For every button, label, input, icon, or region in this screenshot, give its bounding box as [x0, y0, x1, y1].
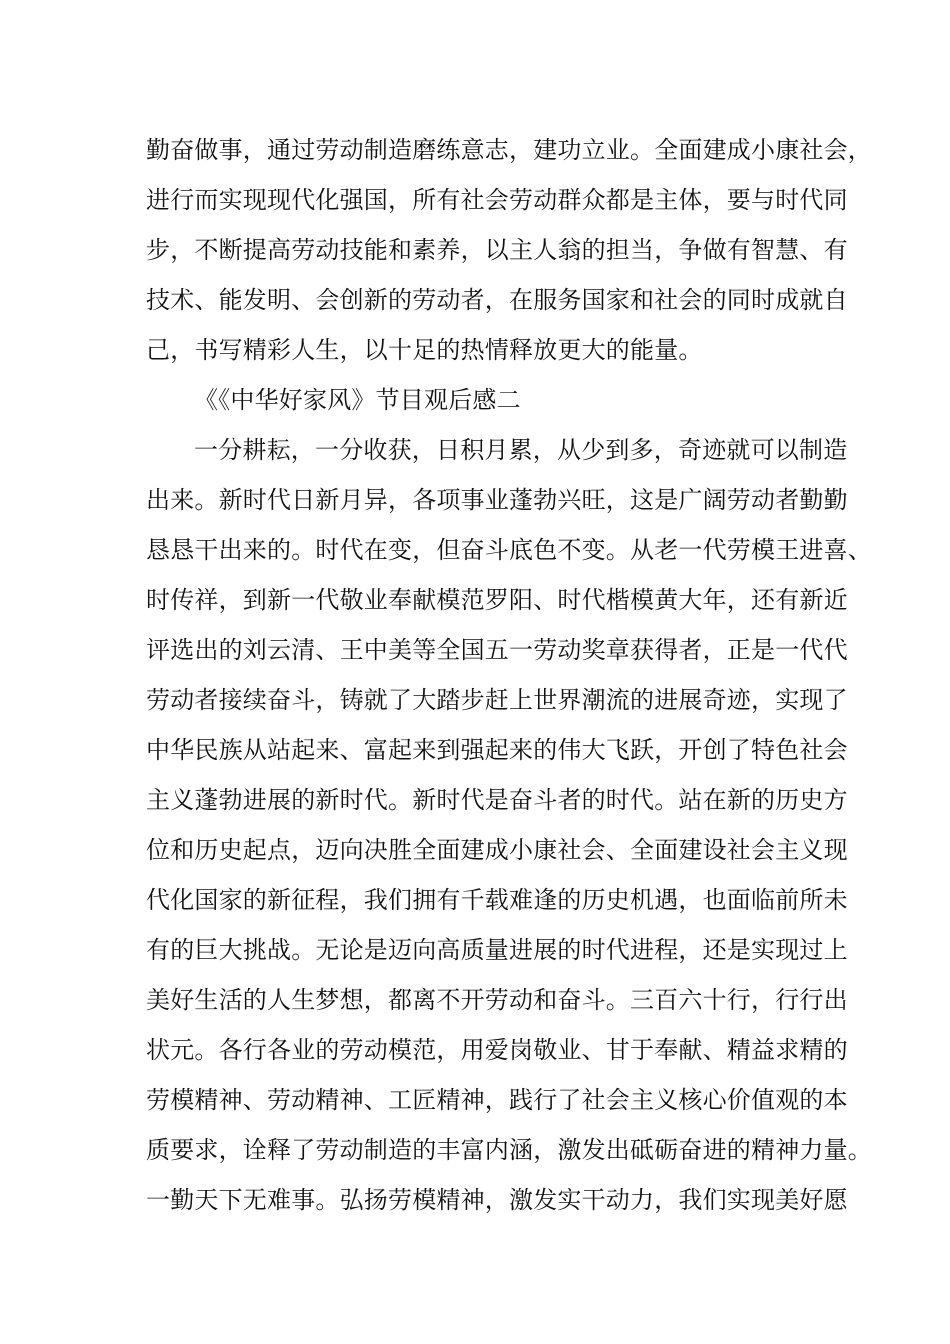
text-line: 位和历史起点，迈向决胜全面建成小康社会、全面建设社会主义现 [146, 836, 848, 864]
text-line: 评选出的刘云清、王中美等全国五一劳动奖章获得者，正是一代代 [146, 636, 848, 664]
text-line: 劳动者接续奋斗，铸就了大踏步赶上世界潮流的进展奇迹，实现了 [146, 686, 848, 714]
text-line: 有的巨大挑战。无论是迈向高质量进展的时代进程，还是实现过上 [146, 936, 848, 964]
text-line: 主义蓬勃进展的新时代。新时代是奋斗者的时代。站在新的历史方 [146, 786, 848, 814]
text-line: 一勤天下无难事。弘扬劳模精神，激发实干动力，我们实现美好愿 [146, 1186, 848, 1214]
text-line: 己，书写精彩人生，以十足的热情释放更大的能量。 [146, 336, 703, 364]
text-line: 代化国家的新征程，我们拥有千载难逢的历史机遇，也面临前所未 [146, 886, 848, 914]
text-line: 步，不断提高劳动技能和素养，以主人翁的担当，争做有智慧、有 [146, 236, 848, 264]
text-line: 技术、能发明、会创新的劳动者，在服务国家和社会的同时成就自 [146, 286, 848, 314]
text-line: 进行而实现现代化强国，所有社会劳动群众都是主体，要与时代同 [146, 186, 848, 214]
text-line: 劳模精神、劳动精神、工匠精神，践行了社会主义核心价值观的本 [146, 1086, 848, 1114]
text-line: 中华民族从站起来、富起来到强起来的伟大飞跃，开创了特色社会 [146, 736, 848, 764]
text-line: 美好生活的人生梦想，都离不开劳动和奋斗。三百六十行，行行出 [146, 986, 848, 1014]
text-line: 时传祥，到新一代敬业奉献模范罗阳、时代楷模黄大年，还有新近 [146, 586, 848, 614]
text-line: 勤奋做事，通过劳动制造磨练意志，建功立业。全面建成小康社会， [146, 136, 872, 164]
text-line: 质要求，诠释了劳动制造的丰富内涵，激发出砥砺奋进的精神力量。 [146, 1136, 872, 1164]
text-line: 出来。新时代日新月异，各项事业蓬勃兴旺，这是广阔劳动者勤勤 [146, 486, 848, 514]
text-line: 状元。各行各业的劳动模范，用爱岗敬业、甘于奉献、精益求精的 [146, 1036, 848, 1064]
paragraph-first-line: 一分耕耘，一分收获，日积月累，从少到多，奇迹就可以制造 [194, 436, 848, 464]
section-title: 《《中华好家风》节目观后感二 [194, 386, 521, 414]
text-line: 恳恳干出来的。时代在变，但奋斗底色不变。从老一代劳模王进喜、 [146, 536, 872, 564]
